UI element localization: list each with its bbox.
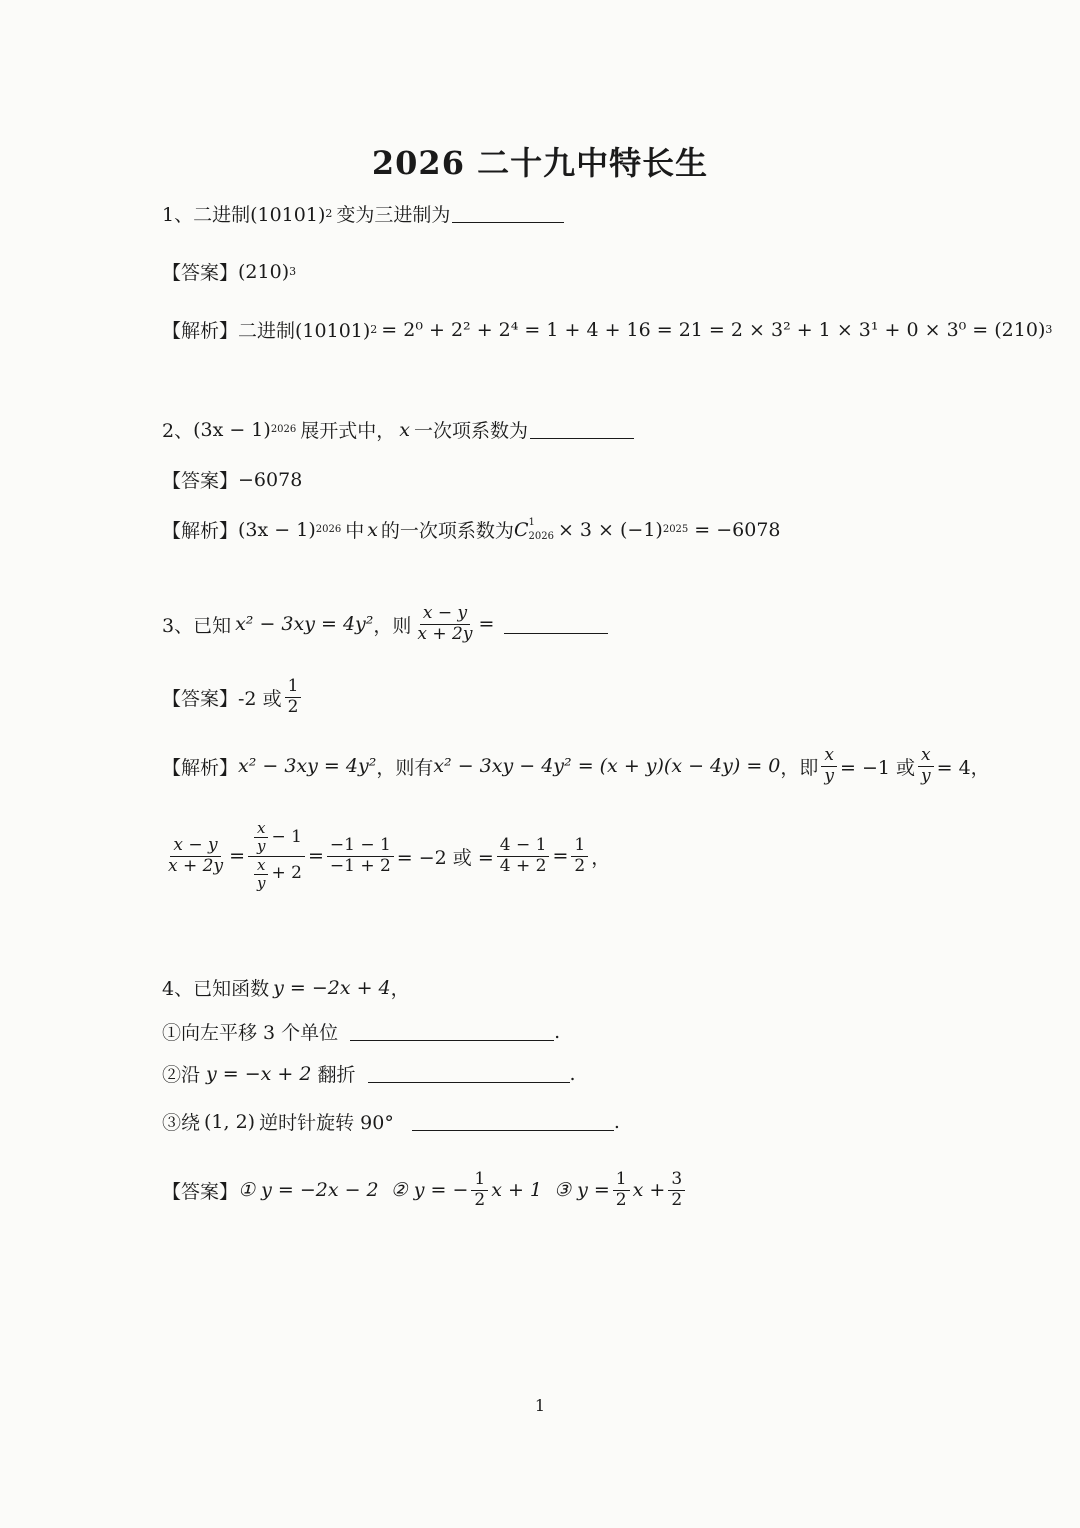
answer-label: 【答案】: [162, 687, 239, 710]
q3-answer-a: -2 或: [238, 687, 282, 710]
q3-fraction: [414, 604, 475, 644]
q3-s-complex-frac: [248, 820, 305, 892]
q2-a-combination: C: [513, 518, 529, 541]
q3-s-f4-num: 1: [571, 836, 588, 857]
q3-condition: x² − 3xy = 4y²: [235, 613, 374, 636]
q4-item-2: [162, 1060, 576, 1087]
q4-ans2-num: 1: [471, 1170, 488, 1191]
question-1: [162, 200, 564, 227]
q4-ans3-den2: 2: [671, 1189, 683, 1210]
q4-function: y = −2x + 4: [273, 976, 391, 999]
q1-text: 1、二进制(10101): [162, 204, 326, 226]
q3-s-y-top: y: [256, 837, 266, 856]
q1-base-sub: 2: [325, 207, 333, 220]
q4-item3-dot: .: [613, 1110, 620, 1133]
q4-item1-blank: [350, 1022, 554, 1041]
q4-item2-a: ②沿: [162, 1064, 201, 1086]
q2-a-result: = −6078: [694, 518, 781, 541]
q3-answer-num: 1: [285, 677, 302, 698]
q1-analysis-expr: = 2⁰ + 2² + 2⁴ = 1 + 4 + 16 = 21 = 2 × 3² + 1 × 3¹ + 0 × 3⁰ = (210): [381, 318, 1046, 341]
q4-item2-line: y = −x + 2: [206, 1062, 312, 1085]
q3-answer: [162, 677, 304, 717]
q2-a-c-sub: 2026: [528, 530, 554, 542]
analysis-label: 【解析】: [162, 756, 239, 779]
q3-then: ，则: [373, 614, 412, 637]
q4-ans2-b: x + 1: [491, 1179, 543, 1202]
q3-s-eq2: =: [307, 845, 324, 867]
q4-item2-blank: [368, 1064, 570, 1083]
q3-a-ratio-2: [918, 746, 934, 786]
question-3: [162, 604, 608, 644]
q3-s-den-tail: + 2: [271, 863, 302, 884]
q2-a-c-indices: [528, 518, 553, 542]
q4-num: 4、已知函数: [162, 978, 270, 1000]
q3-frac-num: x − y: [420, 604, 470, 625]
question-4: [162, 974, 410, 1001]
q4-ans3-a: ③ y =: [554, 1179, 610, 1202]
q4-func-tail: ，: [390, 978, 410, 1000]
q3-s-frac-4: [571, 836, 588, 876]
q4-ans3-frac2: [668, 1170, 685, 1210]
q4-item3-a: ③绕: [162, 1112, 201, 1134]
q2-answer-blank: [530, 420, 634, 439]
q4-ans2-a: ② y = −: [390, 1179, 469, 1202]
q4-ans3-num: 1: [613, 1170, 630, 1191]
q3-a-eq2: = 4，: [936, 756, 990, 779]
q3-a-ji: ，即: [780, 756, 819, 779]
analysis-label: 【解析】: [162, 320, 239, 342]
q1-answer-value: (210): [238, 260, 290, 283]
q2-a-var: x: [367, 518, 378, 541]
q1-answer: [162, 258, 296, 285]
q4-item-1: [162, 1018, 560, 1045]
q3-s-complex-den: [248, 857, 305, 893]
q2-a-c-sup: 1: [528, 516, 535, 528]
q3-s-eq1: =: [229, 845, 245, 867]
q4-answer: [162, 1170, 688, 1210]
q3-s-y-bot: y: [256, 873, 266, 892]
q3-s-mid: = −2 或 =: [396, 846, 494, 869]
q3-s-end: ，: [591, 846, 611, 869]
q4-ans3-den: 2: [615, 1189, 627, 1210]
q3-s-f3-den: 4 + 2: [499, 855, 547, 876]
q2-base: (3x − 1): [193, 418, 271, 441]
q3-s-xy-top: [254, 820, 268, 856]
q2-var: x: [399, 418, 410, 441]
answer-label: 【答案】: [162, 262, 239, 284]
q3-analysis: [162, 746, 990, 786]
q4-item-3: [162, 1108, 620, 1135]
page-number: 1: [534, 1396, 546, 1415]
q3-s-frac-3: [497, 836, 550, 876]
q3-a-factor: x² − 3xy − 4y² = (x + y)(x − 4y) = 0: [433, 755, 781, 778]
q3-answer-den: 2: [287, 696, 299, 717]
analysis-label: 【解析】: [162, 520, 239, 542]
q2-a-exp2: 2025: [662, 524, 689, 535]
q4-ans3-num2: 3: [668, 1170, 685, 1191]
q2-tail-b: 一次项系数为: [414, 420, 529, 442]
q3-answer-frac: [285, 677, 302, 717]
q3-s-frac-1: [165, 836, 226, 876]
q3-a-x2: x: [918, 746, 934, 767]
q4-item1-text: ①向左平移 3 个单位: [162, 1022, 339, 1044]
q3-s-eq3: =: [552, 845, 569, 867]
q3-s-num-tail: − 1: [271, 826, 302, 847]
q3-s-frac-2: [327, 836, 394, 876]
q3-s-x-bot: x: [254, 857, 268, 875]
q3-solution: [162, 820, 610, 892]
q1-analysis-sub: 2: [370, 323, 378, 336]
q3-a-y2: y: [921, 765, 931, 786]
q2-num: 2、: [162, 420, 194, 442]
q4-ans1: ① y = −2x − 2: [238, 1179, 379, 1202]
page-title: 2026 二十九中特长生: [371, 144, 709, 182]
q4-ans3-frac: [613, 1170, 630, 1210]
q2-a-mul: × 3 × (−1): [557, 518, 663, 541]
q3-s-num: x − y: [170, 836, 220, 857]
q2-tail-a: 展开式中，: [300, 420, 396, 442]
q2-exp: 2026: [270, 424, 297, 435]
q4-item3-blank: [412, 1112, 614, 1131]
q3-num: 3、已知: [162, 614, 232, 637]
q3-s-f2-num: −1 − 1: [327, 836, 394, 857]
q2-answer: [162, 466, 302, 493]
q3-eq: =: [478, 613, 495, 636]
q3-a-ratio-1: [821, 746, 837, 786]
q3-s-complex-num: [248, 820, 305, 857]
answer-label: 【答案】: [162, 470, 239, 492]
q3-a-x1: x: [821, 746, 837, 767]
q3-s-x-top: x: [254, 820, 268, 838]
q1-analysis-sub2: 3: [1045, 323, 1053, 336]
q4-item3-c: 逆时针旋转 90°: [259, 1112, 394, 1134]
q4-ans2-frac: [471, 1170, 488, 1210]
q3-frac-den: x + 2y: [417, 623, 473, 644]
q2-a-mid2: 的一次项系数为: [380, 520, 514, 542]
q3-s-f3-num: 4 − 1: [497, 836, 550, 857]
q1-answer-sub: 3: [289, 265, 297, 278]
q2-a-exp: 2026: [315, 524, 342, 535]
q4-item2-dot: .: [569, 1062, 576, 1085]
q1-tail: 变为三进制为: [336, 204, 451, 226]
q4-item1-dot: .: [554, 1020, 561, 1043]
q4-item3-point: (1, 2): [204, 1110, 256, 1133]
q4-item2-c: 翻折: [317, 1064, 356, 1086]
q3-a-then: ，则有: [376, 756, 434, 779]
q2-a-mid: 中: [345, 520, 365, 542]
q4-ans3-b: x +: [632, 1179, 666, 1202]
q2-analysis: [162, 516, 781, 543]
q3-answer-blank: [504, 615, 608, 634]
q2-a-base: (3x − 1): [238, 518, 316, 541]
q3-a-eq1: = −1 或: [840, 756, 916, 779]
q3-s-den: x + 2y: [168, 855, 224, 876]
q3-s-f4-den: 2: [574, 855, 586, 876]
q1-answer-blank: [452, 204, 564, 223]
q4-ans2-den: 2: [474, 1189, 486, 1210]
question-2: [162, 416, 634, 443]
q2-answer-value: −6078: [238, 468, 303, 491]
answer-label: 【答案】: [162, 1180, 239, 1203]
q3-a-y1: y: [824, 765, 834, 786]
q1-analysis: [162, 316, 1052, 343]
q1-analysis-text: 二进制(10101): [238, 320, 371, 342]
q3-a-cond: x² − 3xy = 4y²: [238, 755, 377, 778]
q3-s-f2-den: −1 + 2: [329, 855, 391, 876]
q3-s-xy-bot: [254, 857, 268, 893]
